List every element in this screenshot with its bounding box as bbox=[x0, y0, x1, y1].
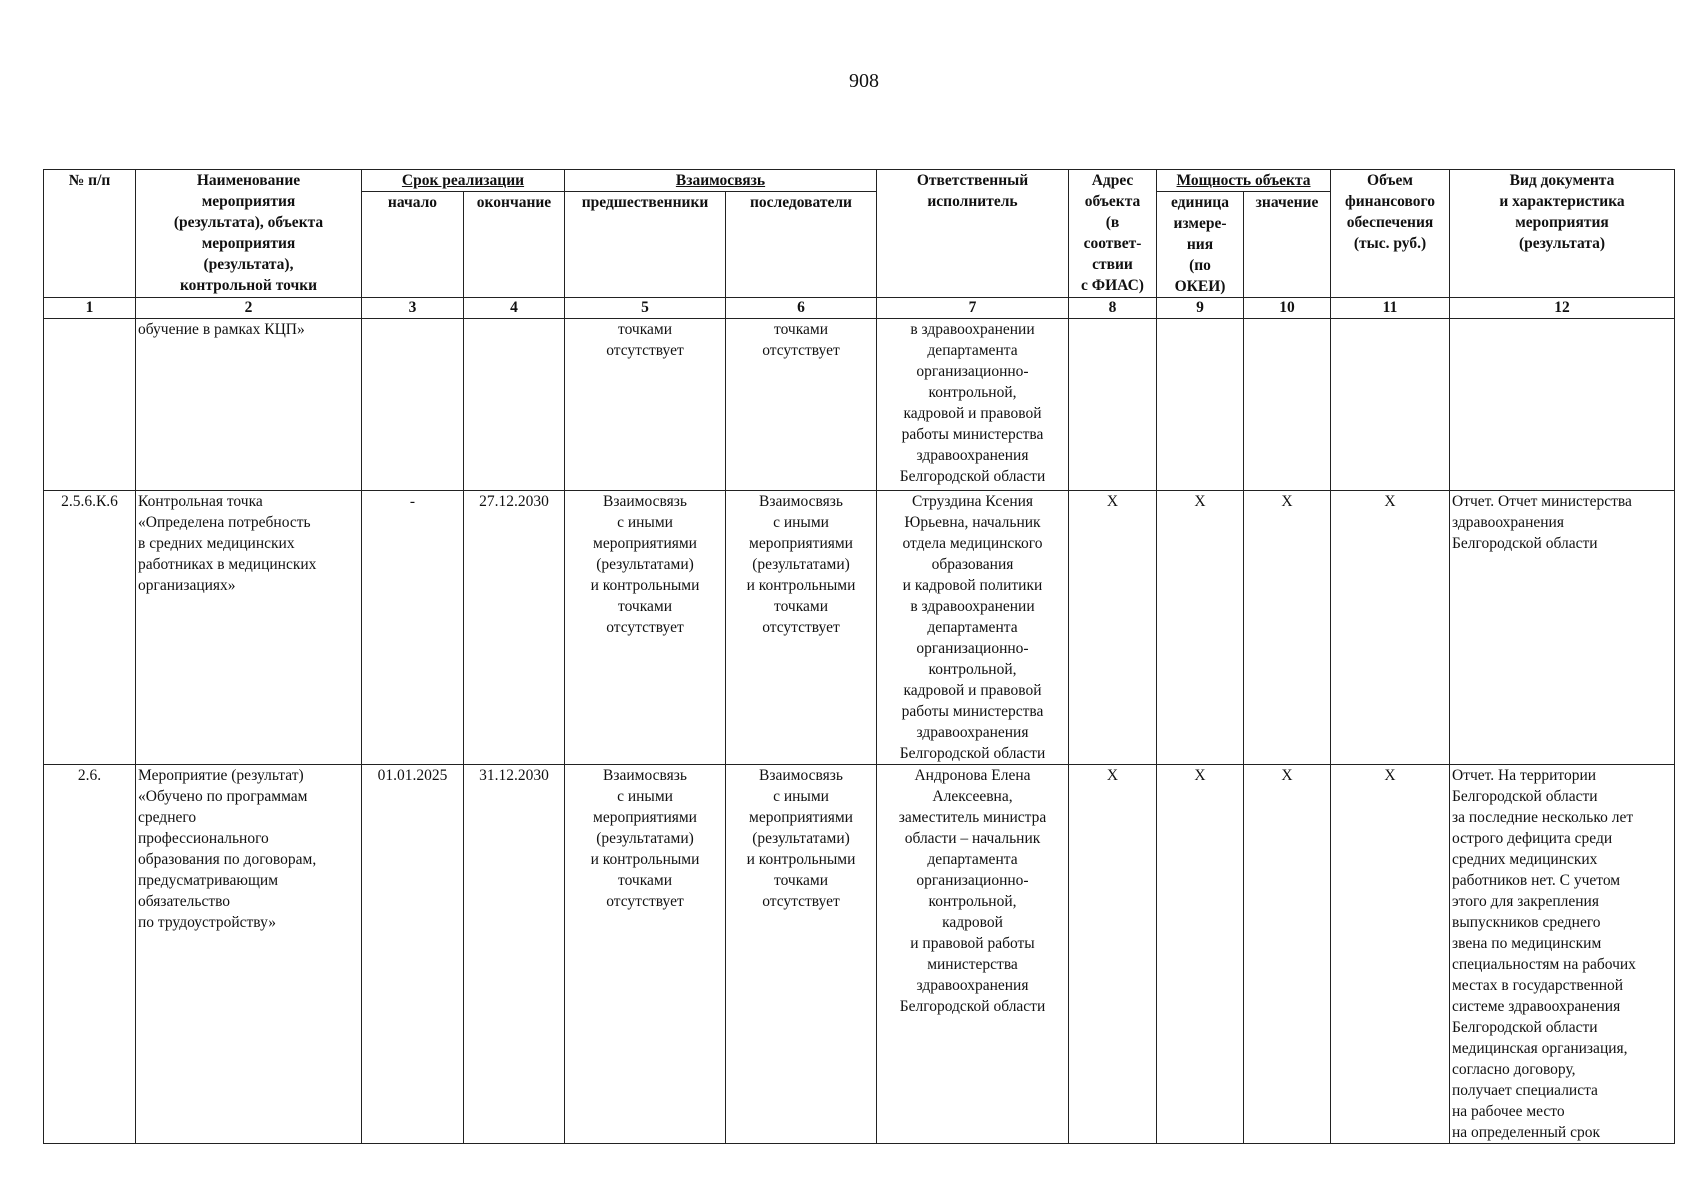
row-responsible: Андронова Елена Алексеевна, заместитель министра области – начальник департамента организационно- контрольной, кадровой и правовой работы министерства здравоохранения Белгородской области bbox=[877, 765, 1069, 1144]
col-number: 9 bbox=[1157, 298, 1244, 319]
header-srok: Срок реализации bbox=[362, 170, 565, 192]
row-address bbox=[1069, 319, 1157, 491]
page-number: 908 bbox=[849, 70, 879, 92]
row-end: 31.12.2030 bbox=[464, 765, 565, 1144]
row-successors: Взаимосвязь с иными мероприятиями (результатами) и контрольными точками отсутствует bbox=[726, 491, 877, 765]
row-end bbox=[464, 319, 565, 491]
col-number: 3 bbox=[362, 298, 464, 319]
row-finance: Х bbox=[1331, 491, 1450, 765]
row-successors: Взаимосвязь с иными мероприятиями (результатами) и контрольными точками отсутствует bbox=[726, 765, 877, 1144]
header-successors: последователи bbox=[726, 192, 877, 298]
row-num: 2.6. bbox=[44, 765, 136, 1144]
header-responsible: Ответственный исполнитель bbox=[877, 170, 1069, 298]
col-number: 10 bbox=[1244, 298, 1331, 319]
col-number: 11 bbox=[1331, 298, 1450, 319]
row-document: Отчет. Отчет министерства здравоохранения Белгородской области bbox=[1450, 491, 1675, 765]
col-number: 8 bbox=[1069, 298, 1157, 319]
table-row bbox=[44, 319, 1675, 491]
row-name: обучение в рамках КЦП» bbox=[136, 319, 362, 491]
row-unit bbox=[1157, 319, 1244, 491]
row-value: Х bbox=[1244, 765, 1331, 1144]
row-finance: Х bbox=[1331, 765, 1450, 1144]
header-unit: единица измере- ния (по ОКЕИ) bbox=[1157, 192, 1244, 298]
row-predecessors: Взаимосвязь с иными мероприятиями (результатами) и контрольными точками отсутствует bbox=[565, 491, 726, 765]
col-number: 5 bbox=[565, 298, 726, 319]
col-number: 2 bbox=[136, 298, 362, 319]
col-number: 12 bbox=[1450, 298, 1675, 319]
row-name: Мероприятие (результат) «Обучено по программам среднего профессионального образования по договорам, предусматривающим обязательство по трудоустройству» bbox=[136, 765, 362, 1144]
column-numbers-row bbox=[44, 298, 1675, 319]
col-number: 7 bbox=[877, 298, 1069, 319]
row-num: 2.5.6.К.6 bbox=[44, 491, 136, 765]
row-num bbox=[44, 319, 136, 491]
row-end: 27.12.2030 bbox=[464, 491, 565, 765]
row-predecessors: точками отсутствует bbox=[565, 319, 726, 491]
row-value: Х bbox=[1244, 491, 1331, 765]
col-number: 6 bbox=[726, 298, 877, 319]
row-document bbox=[1450, 319, 1675, 491]
row-address: Х bbox=[1069, 765, 1157, 1144]
table-row bbox=[44, 765, 1675, 1144]
header-predecessors: предшественники bbox=[565, 192, 726, 298]
row-name: Контрольная точка «Определена потребность в средних медицинских работниках в медицинских организациях» bbox=[136, 491, 362, 765]
header-link: Взаимосвязь bbox=[565, 170, 877, 192]
row-value bbox=[1244, 319, 1331, 491]
row-responsible: Струздина Ксения Юрьевна, начальник отдела медицинского образования и кадровой политики в здравоохранении департамента организационно- контрольной, кадровой и правовой работы министерства здравоохранения Белгородской области bbox=[877, 491, 1069, 765]
row-unit: Х bbox=[1157, 765, 1244, 1144]
header-document: Вид документа и характеристика мероприятия (результата) bbox=[1450, 170, 1675, 298]
header-end: окончание bbox=[464, 192, 565, 298]
row-finance bbox=[1331, 319, 1450, 491]
header-row-1 bbox=[44, 170, 1675, 192]
row-unit: Х bbox=[1157, 491, 1244, 765]
row-responsible: в здравоохранении департамента организационно- контрольной, кадровой и правовой работы министерства здравоохранения Белгородской области bbox=[877, 319, 1069, 491]
row-start: - bbox=[362, 491, 464, 765]
header-power: Мощность объекта bbox=[1157, 170, 1331, 192]
header-value: значение bbox=[1244, 192, 1331, 298]
row-successors: точками отсутствует bbox=[726, 319, 877, 491]
table-row bbox=[44, 491, 1675, 765]
row-start: 01.01.2025 bbox=[362, 765, 464, 1144]
events-table bbox=[43, 169, 1675, 1144]
header-name: Наименование мероприятия (результата), объекта мероприятия (результата), контрольной точки bbox=[136, 170, 362, 298]
header-start: начало bbox=[362, 192, 464, 298]
col-number: 4 bbox=[464, 298, 565, 319]
header-finance: Объем финансового обеспечения (тыс. руб.) bbox=[1331, 170, 1450, 298]
header-address: Адрес объекта (в соответ- ствии с ФИАС) bbox=[1069, 170, 1157, 298]
row-start bbox=[362, 319, 464, 491]
col-number: 1 bbox=[44, 298, 136, 319]
row-predecessors: Взаимосвязь с иными мероприятиями (результатами) и контрольными точками отсутствует bbox=[565, 765, 726, 1144]
row-document: Отчет. На территории Белгородской области за последние несколько лет острого дефицита среди средних медицинских работников нет. С учетом этого для закрепления выпускников среднего звена по медицинским специальностям на рабочих местах в государственной системе здравоохранения Белгородской области медицинская организация, согласно договору, получает специалиста на рабочее место на определенный срок bbox=[1450, 765, 1675, 1144]
row-address: Х bbox=[1069, 491, 1157, 765]
header-num: № п/п bbox=[44, 170, 136, 298]
